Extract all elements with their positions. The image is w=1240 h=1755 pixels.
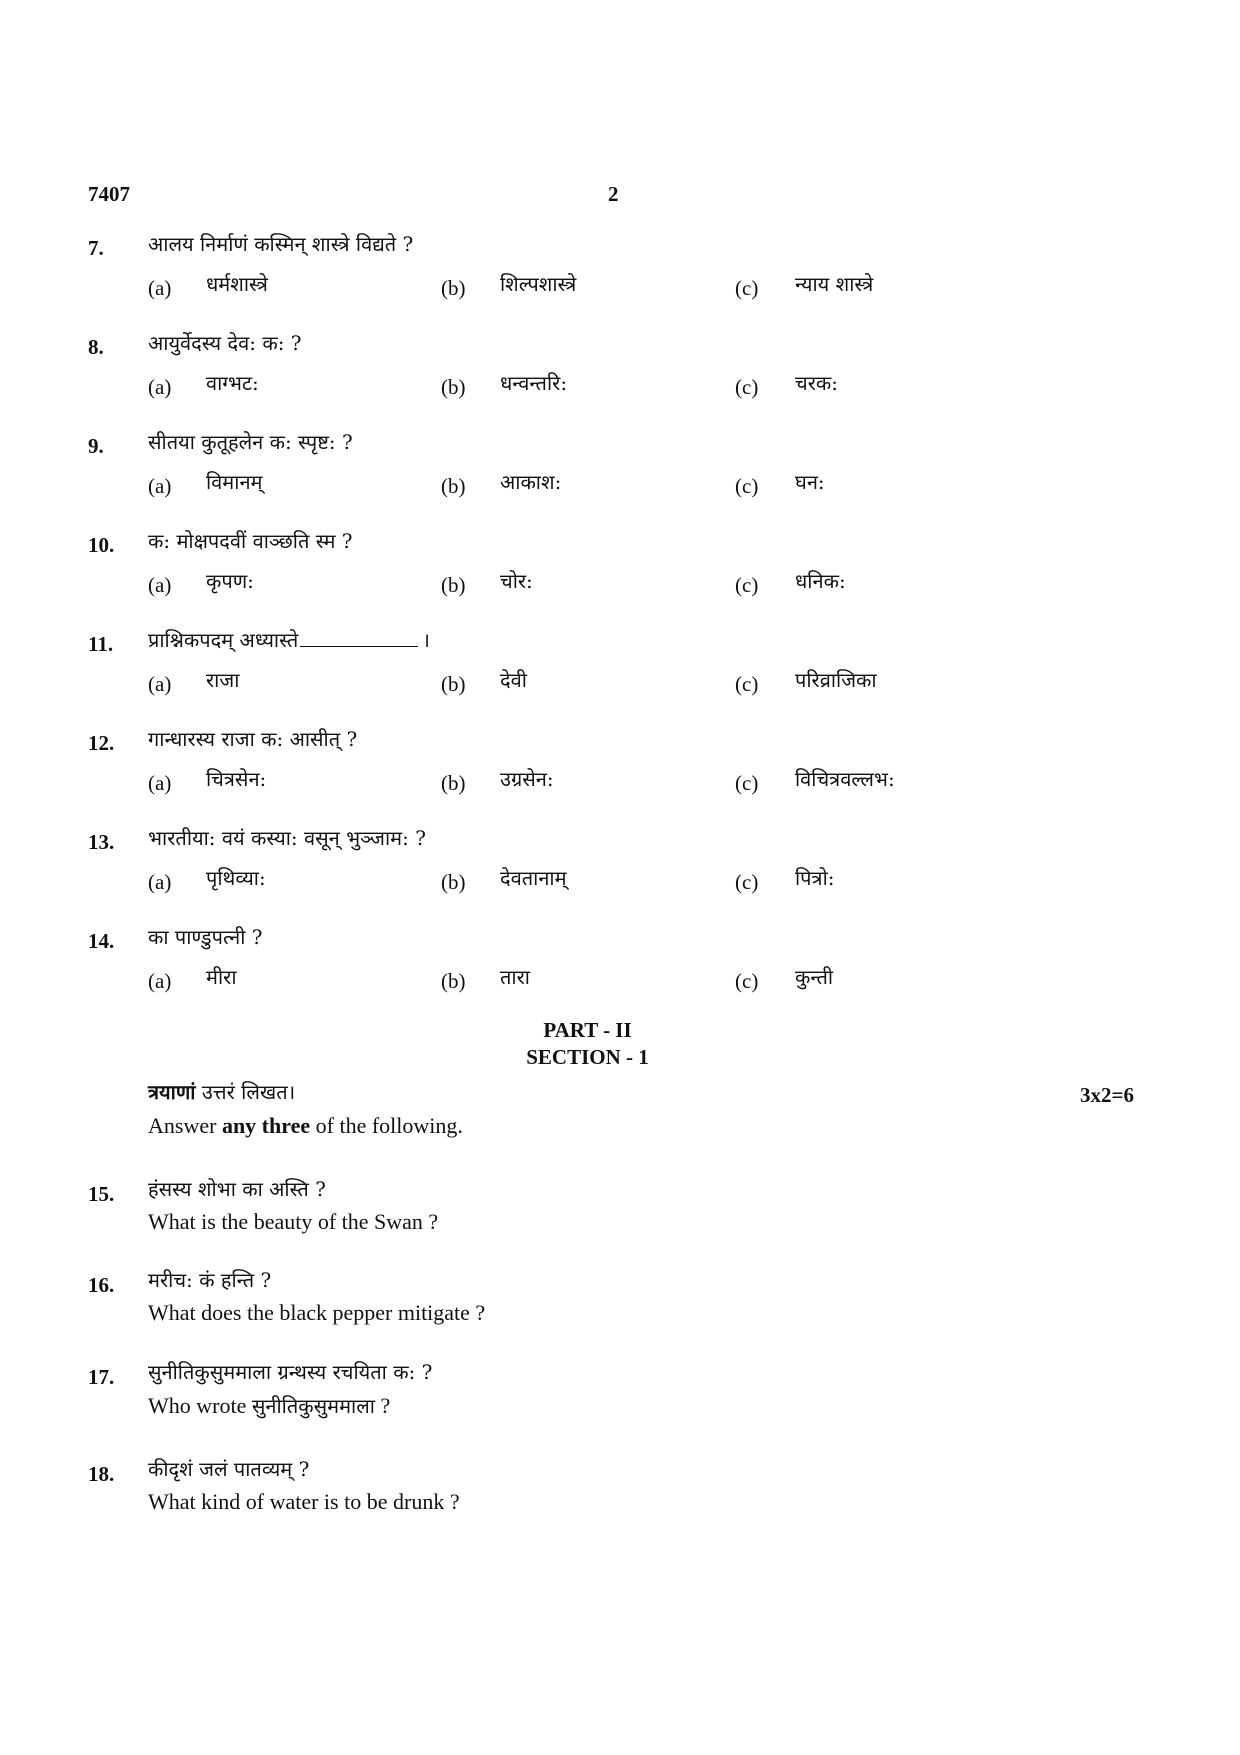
option-a-label: (a) — [148, 276, 172, 300]
instruction-english — [148, 1113, 463, 1139]
option-a-text: पृथिव्या: — [206, 866, 266, 890]
option-a-label: (a) — [148, 573, 172, 597]
option-a-label: (a) — [148, 969, 172, 993]
mcq-question — [0, 325, 1240, 411]
instruction-hindi-rest: उत्तरं लिखत। — [201, 1080, 296, 1104]
marks-allocation: 3x2=6 — [1080, 1083, 1134, 1107]
question-text: सीतया कुतूहलेन क: स्पृष्ट: ? — [148, 430, 353, 454]
option-c-label: (c) — [735, 672, 759, 696]
option-b-label: (b) — [441, 969, 466, 993]
option-c-text: चरक: — [795, 371, 838, 395]
short-question — [0, 1172, 1240, 1252]
short-question — [0, 1452, 1240, 1532]
option-a-text: चित्रसेन: — [206, 767, 267, 791]
question-text-end: । — [422, 628, 430, 652]
mcq-question — [0, 721, 1240, 807]
mcq-question — [0, 820, 1240, 906]
question-text-english: What is the beauty of the Swan ? — [148, 1209, 439, 1234]
option-a-label: (a) — [148, 771, 172, 795]
mcq-question — [0, 622, 1240, 708]
page-number: 2 — [608, 182, 619, 206]
question-text: आलय निर्माणं कस्मिन् शास्त्रे विद्यते ? — [148, 232, 414, 256]
short-question — [0, 1263, 1240, 1343]
question-number: 18. — [88, 1462, 115, 1486]
question-text-hindi: मरीच: कं हन्ति ? — [148, 1268, 272, 1292]
question-number: 13. — [88, 830, 115, 854]
question-text-english — [148, 1392, 390, 1419]
question-en-pre: Who wrote — [148, 1393, 247, 1418]
question-en-title: सुनीतिकुसुममाला — [251, 1394, 375, 1418]
question-number: 12. — [88, 731, 115, 755]
instruction-hindi — [148, 1078, 295, 1105]
question-number: 15. — [88, 1182, 115, 1206]
option-c-label: (c) — [735, 276, 759, 300]
question-text-hindi: सुनीतिकुसुममाला ग्रन्थस्य रचयिता क: ? — [148, 1360, 433, 1384]
option-a-label: (a) — [148, 474, 172, 498]
option-c-text: पित्रो: — [795, 866, 835, 890]
question-number: 17. — [88, 1365, 115, 1389]
option-b-label: (b) — [441, 474, 466, 498]
question-number: 7. — [88, 236, 104, 260]
question-en-post: ? — [380, 1393, 391, 1418]
option-c-label: (c) — [735, 771, 759, 795]
option-c-label: (c) — [735, 969, 759, 993]
question-text: भारतीया: वयं कस्या: वसून् भुञ्जाम: ? — [148, 826, 426, 850]
question-text-english: What kind of water is to be drunk ? — [148, 1489, 460, 1514]
mcq-question — [0, 523, 1240, 609]
question-text: आयुर्वेदस्य देव: क: ? — [148, 331, 302, 355]
instruction-en-bold: any three — [221, 1113, 311, 1138]
option-c-text: कुन्ती — [795, 965, 834, 989]
question-number: 8. — [88, 335, 104, 359]
option-b-text: शिल्पशास्त्रे — [500, 272, 577, 296]
short-question — [0, 1355, 1240, 1435]
option-c-label: (c) — [735, 573, 759, 597]
option-a-text: मीरा — [206, 965, 237, 989]
option-c-text: घन: — [795, 470, 825, 494]
instruction-hindi-bold: त्रयाणां — [148, 1080, 196, 1104]
question-text-english: What does the black pepper mitigate ? — [148, 1300, 486, 1325]
option-a-text: वाग्भट: — [206, 371, 259, 395]
option-b-label: (b) — [441, 672, 466, 696]
question-text: क: मोक्षपदवीं वाञ्छति स्म ? — [148, 529, 353, 553]
option-b-label: (b) — [441, 375, 466, 399]
section-title: SECTION - 1 — [526, 1045, 649, 1069]
option-b-label: (b) — [441, 771, 466, 795]
option-b-text: उग्रसेन: — [500, 767, 554, 791]
option-b-text: चोर: — [500, 569, 533, 593]
option-b-label: (b) — [441, 276, 466, 300]
option-b-label: (b) — [441, 870, 466, 894]
option-a-text: राजा — [206, 668, 240, 692]
option-a-label: (a) — [148, 375, 172, 399]
mcq-question — [0, 919, 1240, 1005]
instruction-en-post: of the following. — [315, 1113, 463, 1138]
option-a-text: कृपण: — [206, 569, 254, 593]
mcq-question — [0, 226, 1240, 312]
question-text-hindi: हंसस्य शोभा का अस्ति ? — [148, 1177, 326, 1201]
instruction-en-pre: Answer — [148, 1113, 217, 1138]
option-b-text: धन्वन्तरि: — [500, 371, 568, 395]
option-a-text: विमानम् — [206, 470, 263, 494]
question-text: का पाण्डुपत्नी ? — [148, 925, 263, 949]
question-number: 14. — [88, 929, 115, 953]
mcq-question — [0, 424, 1240, 510]
answer-blank — [300, 646, 418, 647]
question-text-hindi: कीदृशं जलं पातव्यम् ? — [148, 1457, 310, 1481]
option-b-text: देवी — [500, 668, 527, 692]
paper-code: 7407 — [88, 182, 130, 206]
option-b-text: आकाश: — [500, 470, 562, 494]
option-b-label: (b) — [441, 573, 466, 597]
option-c-label: (c) — [735, 375, 759, 399]
question-number: 11. — [88, 632, 114, 656]
option-a-text: धर्मशास्त्रे — [206, 272, 268, 296]
option-c-label: (c) — [735, 474, 759, 498]
part-title: PART - II — [543, 1018, 632, 1042]
option-a-label: (a) — [148, 672, 172, 696]
option-b-text: तारा — [500, 965, 530, 989]
option-c-text: धनिक: — [795, 569, 846, 593]
question-number: 16. — [88, 1273, 115, 1297]
option-a-label: (a) — [148, 870, 172, 894]
option-c-label: (c) — [735, 870, 759, 894]
question-number: 10. — [88, 533, 115, 557]
question-number: 9. — [88, 434, 104, 458]
option-c-text: परिव्राजिका — [795, 668, 877, 692]
question-text-start: प्राश्निकपदम् अध्यास्ते — [148, 628, 299, 652]
option-c-text: न्याय शास्त्रे — [795, 272, 874, 296]
question-text — [148, 626, 430, 653]
option-c-text: विचित्रवल्लभ: — [795, 767, 895, 791]
question-text: गान्धारस्य राजा क: आसीत् ? — [148, 727, 358, 751]
option-b-text: देवतानाम् — [500, 866, 567, 890]
